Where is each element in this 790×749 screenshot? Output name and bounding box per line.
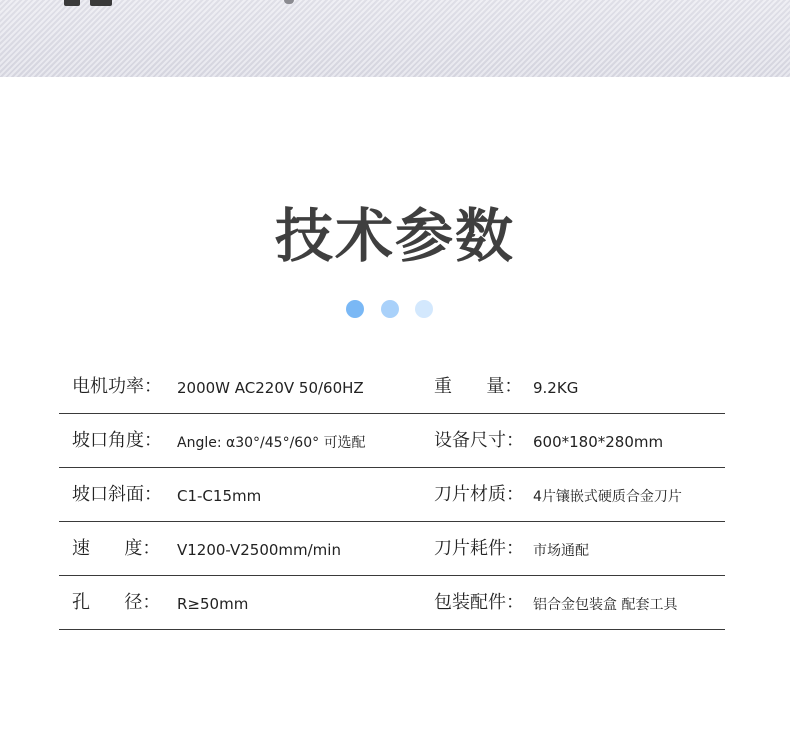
spec-value: 9.2KG [533,379,579,397]
spec-row [59,576,725,630]
spec-value: C1-C15mm [177,487,262,505]
dot-2 [381,300,399,318]
spec-label: 包装配件： [434,592,524,613]
spec-table [59,360,725,630]
dot-3 [415,300,433,318]
spec-value: Angle: α30°/45°/60° 可选配 [177,435,366,451]
spec-value: 市场通配 [533,543,589,559]
dot-1 [346,300,364,318]
spec-label: 刀片材质： [434,484,524,505]
spec-label: 电机功率： [72,376,162,397]
spec-value: 铝合金包装盒 配套工具 [533,597,678,613]
spec-row [59,414,725,468]
spec-value: 4片镶嵌式硬质合金刀片 [533,489,682,505]
spec-label: 重 量： [434,376,523,397]
spec-row [59,468,725,522]
spec-label: 坡口角度： [72,430,162,451]
spec-value: R≥50mm [177,595,249,613]
page-title: 技术参数 [274,202,515,270]
banner-decoration [284,0,294,4]
spec-label: 速 度： [72,538,161,559]
decorative-dots [346,300,446,320]
spec-label: 刀片耗件： [434,538,524,559]
spec-label: 孔 径： [72,592,161,613]
spec-label: 设备尺寸： [434,430,524,451]
banner-text-fragment [64,0,118,7]
spec-value: V1200-V2500mm/min [177,541,341,559]
spec-row [59,360,725,414]
spec-value: 2000W AC220V 50/60HZ [177,379,364,397]
header-banner-image [0,0,790,77]
spec-row [59,522,725,576]
spec-value: 600*180*280mm [533,433,664,451]
spec-label: 坡口斜面： [72,484,162,505]
